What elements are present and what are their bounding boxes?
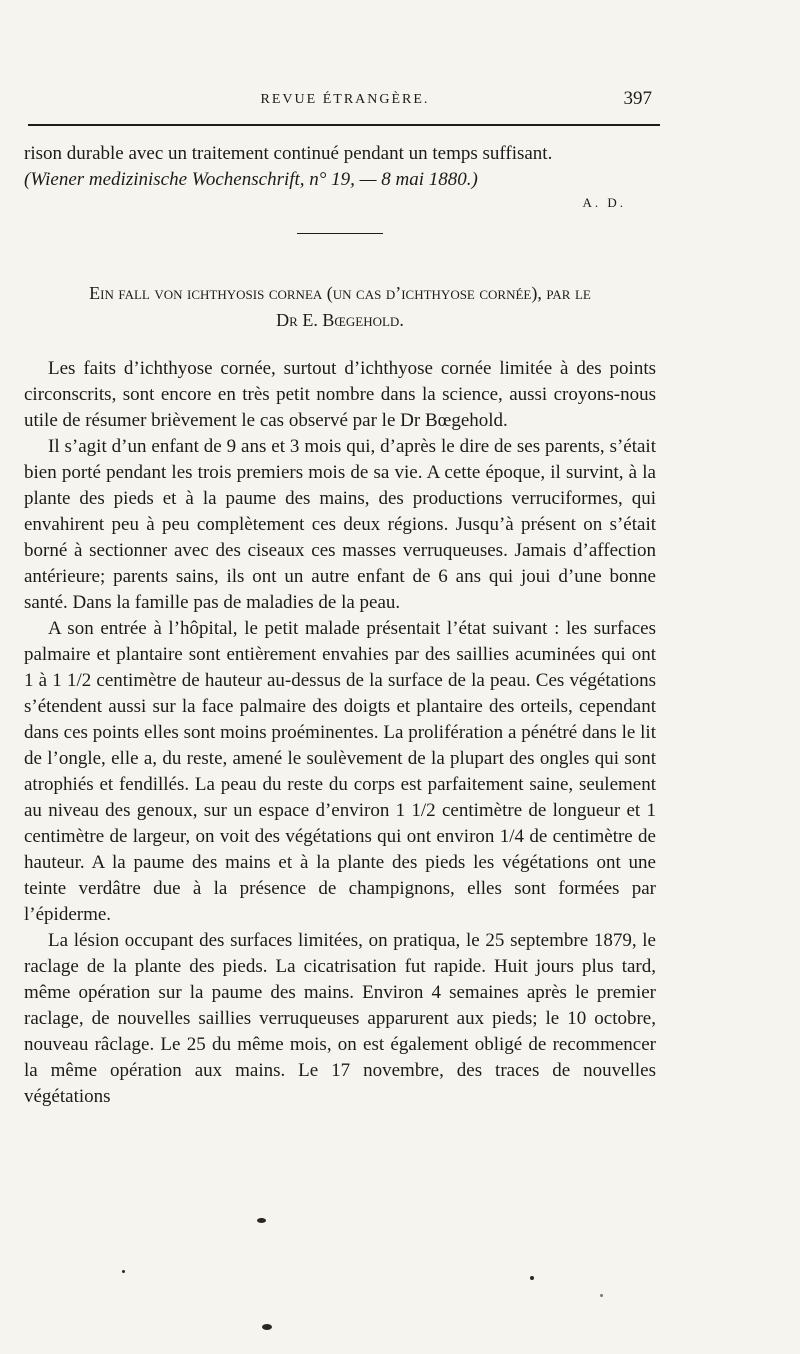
print-speck	[600, 1294, 603, 1297]
running-head: REVUE ÉTRANGÈRE.	[260, 92, 430, 107]
print-speck	[257, 1218, 266, 1223]
article-author: Dr E. Bœgehold.	[276, 310, 404, 330]
paragraph: A son entrée à l’hôpital, le petit malade présentait l’état suivant : les surfaces palmaire et plantaire sont entièrement envahies par des saillies acuminées qui ont 1 à 1 1/2 centimètre de hauteur au-dessus de la surface de la peau. Ces végétations s’étendent aussi sur la face palmaire des doigts et plantaire des orteils, cependant dans ces points elles sont moins proéminentes. La prolifération a pénétré dans le lit de l’ongle, elle a, du reste, amené le soulèvement de la plupart des ongles qui sont atrophiés et fendillés. La peau du reste du corps est parfaitement saine, seulement au niveau des genoux, sur un espace d’environ 1 1/2 centimètre de longueur et 1 centimètre de largeur, on voit des végétations qui ont environ 1/4 de centimètre de hauteur. A la paume des mains et à la plante des pieds les végétations ont une teinte verdâtre due à la présence de champignons, elles sont formées par l’épiderme.	[24, 618, 656, 925]
article-title	[24, 280, 656, 334]
article-title-line: Ein fall von ichthyosis cornea (un cas d’ichthyose cornée), par le	[89, 283, 591, 303]
page-number: 397	[623, 88, 652, 109]
citation: (Wiener medizinische Wochenschrift, n° 19, — 8 mai 1880.)	[24, 169, 478, 190]
paragraph: La lésion occupant des surfaces limitées, on pratiqua, le 25 septembre 1879, le raclage de la plante des pieds. La cicatrisation fut rapide. Huit jours plus tard, même opération sur la paume des mains. Environ 4 semaines après le premier raclage, de nouvelles saillies verruqueuses apparurent aux pieds; le 10 octobre, nouveau râclage. Le 25 du même mois, on est également obligé de recommencer la même opération aux mains. Le 17 novembre, des traces de nouvelles végétations	[24, 930, 656, 1107]
article-body	[24, 356, 656, 1110]
author-initials: A. D.	[582, 195, 626, 210]
print-speck	[530, 1276, 534, 1280]
continuation-line: rison durable avec un traitement continué pendant un temps suffisant.	[24, 143, 553, 164]
header-rule	[28, 124, 660, 126]
print-speck	[122, 1270, 125, 1273]
paragraph: Les faits d’ichthyose cornée, surtout d’ichthyose cornée limitée à des points circonscrits, sont encore en très petit nombre dans la science, aussi croyons-nous utile de résumer brièvement le cas observé par le Dr Bœgehold.	[24, 358, 656, 431]
print-speck	[262, 1324, 272, 1330]
text-block	[24, 141, 656, 1110]
paragraph: Il s’agit d’un enfant de 9 ans et 3 mois qui, d’après le dire de ses parents, s’était bien porté pendant les trois premiers mois de sa vie. A cette époque, il survint, à la plante des pieds et à la paume des mains, des productions verruciformes, qui envahirent peu à peu complètement ces deux régions. Jusqu’à présent on s’était borné à sectionner avec des ciseaux ces masses verruqueuses. Jamais d’affection antérieure; parents sains, ils ont un autre enfant de 6 ans qui joui d’une bonne santé. Dans la famille pas de maladies de la peau.	[24, 436, 656, 613]
section-divider	[297, 233, 383, 234]
page-header	[30, 88, 660, 118]
